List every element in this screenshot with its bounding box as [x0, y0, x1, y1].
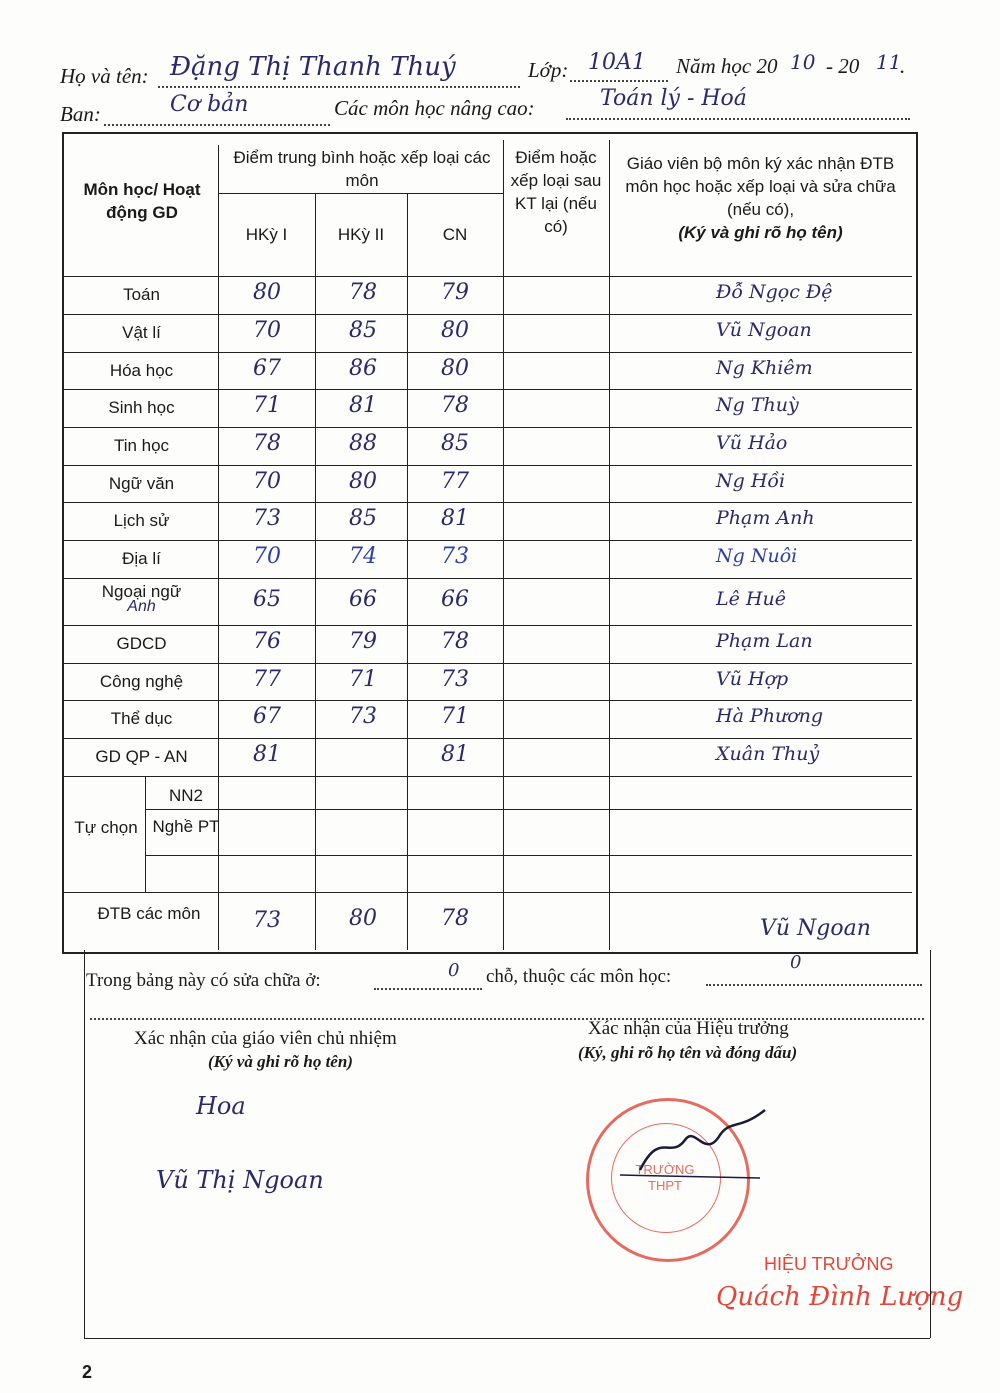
- row-divider: [64, 625, 912, 626]
- score-hk2: 86: [349, 355, 377, 381]
- dtb-teacher-signature: Vũ Ngoan: [760, 916, 871, 941]
- score-cn: 71: [441, 704, 469, 729]
- score-cn: 78: [441, 393, 469, 418]
- ban-label: Ban:: [60, 102, 101, 126]
- score-hk2: 78: [349, 280, 377, 305]
- elective-nghe: Nghề PT: [152, 817, 220, 836]
- score-cn: 77: [441, 468, 469, 494]
- year-to: 11: [876, 50, 902, 74]
- homeroom-note: (Ký và ghi rõ họ tên): [208, 1052, 353, 1071]
- class-value: 10A1: [588, 50, 646, 75]
- row-divider: [64, 276, 912, 277]
- subject-label: Ngoại ngữ: [101, 582, 182, 601]
- row-divider: [64, 540, 912, 541]
- footer-bottom-border: [84, 1338, 930, 1339]
- subject-label: Vật lí: [122, 323, 161, 342]
- score-hk1: 65: [253, 586, 281, 612]
- svg-text:THPT: THPT: [648, 1178, 682, 1193]
- teacher-signature: Vũ Hảo: [716, 432, 788, 454]
- score-hk2: 85: [349, 506, 377, 531]
- teacher-signature: Đỗ Ngọc Đệ: [716, 281, 833, 303]
- footer-left-border: [84, 950, 85, 1338]
- corrections-second-dots: [90, 1018, 924, 1020]
- row-divider: [64, 663, 912, 664]
- score-cn: 66: [441, 586, 469, 612]
- score-hk1: 78: [253, 431, 281, 456]
- col-divider: [407, 193, 408, 950]
- col-divider: [609, 140, 610, 950]
- elective-label: Tự chọn: [74, 818, 138, 837]
- score-hk1: 81: [253, 742, 281, 767]
- subject-label: Sinh học: [108, 398, 175, 417]
- teacher-signature: Ng Thuỳ: [716, 394, 799, 416]
- row-divider: [64, 892, 912, 893]
- class-label: Lớp:: [528, 58, 569, 82]
- row-divider: [64, 465, 912, 466]
- year-from: 10: [790, 50, 816, 74]
- subject-label: Lịch sử: [113, 511, 170, 530]
- score-hk1: 77: [253, 666, 281, 692]
- score-hk2: 71: [349, 666, 377, 692]
- homeroom-signature-mark: Hoa: [196, 1092, 246, 1120]
- ban-value: Cơ bản: [170, 92, 249, 117]
- teacher-signature: Vũ Ngoan: [716, 319, 812, 341]
- score-cn: 80: [441, 355, 469, 381]
- subject-extra: Anh: [127, 598, 156, 615]
- col-retest-header: Điểm hoặc xếp loại sau KT lại (nếu có): [510, 148, 602, 236]
- row-divider: [64, 389, 912, 390]
- col-divider: [503, 140, 504, 950]
- col-teacher-header: Giáo viên bộ môn ký xác nhận ĐTB môn học hoặc xếp loại và sửa chữa (nếu có),: [625, 154, 896, 219]
- score-cn: 79: [441, 280, 469, 305]
- col-hk2-header: HKỳ II: [337, 225, 385, 244]
- col-hk1-header: HKỳ I: [245, 225, 288, 244]
- name-label: Họ và tên:: [60, 64, 149, 88]
- corrections-subject-dots: [706, 984, 922, 986]
- row-divider: [145, 809, 912, 810]
- score-hk1: 71: [253, 393, 281, 418]
- subject-label: Công nghệ: [99, 671, 184, 691]
- principal-role: HIỆU TRƯỞNG: [764, 1254, 894, 1274]
- page-number: 2: [82, 1362, 93, 1382]
- principal-name: Quách Đình Lượng: [716, 1282, 964, 1312]
- teacher-signature: Vũ Hợp: [716, 667, 789, 690]
- subject-label: Hóa học: [109, 360, 174, 380]
- name-dots: [158, 86, 520, 88]
- col-avg-header: Điểm trung bình hoặc xếp loại các môn: [233, 148, 491, 190]
- principal-signature-mark: [600, 1100, 770, 1190]
- row-divider: [64, 776, 912, 777]
- score-hk2: 81: [349, 393, 377, 418]
- score-hk2: 73: [349, 704, 377, 729]
- score-hk1: 70: [253, 468, 281, 494]
- subject-label: Thể dục: [110, 709, 173, 728]
- score-hk1: 70: [253, 318, 281, 343]
- row-divider: [64, 427, 912, 428]
- corrections-middle: chỗ, thuộc các môn học:: [486, 966, 672, 987]
- teacher-signature: Phạm Anh: [716, 507, 815, 529]
- row-divider: [64, 352, 912, 353]
- advanced-dots: [566, 118, 910, 120]
- subject-label: Địa lí: [122, 549, 161, 568]
- score-hk2: 80: [349, 468, 377, 494]
- homeroom-name: Vũ Thị Ngoan: [156, 1166, 324, 1194]
- teacher-signature: Hà Phương: [716, 705, 824, 727]
- score-hk1: 76: [253, 629, 281, 654]
- score-hk1: 73: [253, 506, 281, 531]
- principal-title: Xác nhận của Hiệu trưởng: [588, 1018, 789, 1039]
- score-cn: 78: [441, 629, 469, 654]
- score-hk2: 74: [349, 544, 377, 569]
- teacher-signature: Xuân Thuỷ: [716, 743, 820, 765]
- score-hk1: 67: [253, 704, 281, 729]
- row-divider: [218, 193, 504, 194]
- advanced-label: Các môn học nâng cao:: [334, 96, 535, 120]
- subject-label: Ngữ văn: [108, 473, 175, 493]
- score-hk2: 79: [349, 629, 377, 654]
- teacher-signature: Lê Huê: [716, 587, 786, 610]
- col-subject-header: Môn học/ Hoạt động GD: [83, 180, 201, 222]
- score-hk1: 80: [253, 280, 281, 305]
- row-divider: [64, 738, 912, 739]
- principal-note: (Ký, ghi rõ họ tên và đóng dấu): [578, 1043, 798, 1062]
- teacher-signature: Ng Hồi: [716, 469, 786, 492]
- teacher-signature: Ng Khiêm: [716, 356, 813, 379]
- class-dots: [570, 80, 668, 82]
- row-divider: [64, 700, 912, 701]
- subject-label: Tin học: [113, 436, 170, 455]
- dtb-label: ĐTB các môn: [97, 904, 201, 923]
- corrections-prefix: Trong bảng này có sửa chữa ở:: [86, 970, 321, 991]
- row-divider: [145, 855, 912, 856]
- homeroom-title: Xác nhận của giáo viên chủ nhiệm: [134, 1028, 397, 1049]
- score-cn: 81: [441, 506, 469, 531]
- subject-label: GDCD: [116, 634, 167, 653]
- col-teacher-note: (Ký và ghi rõ họ tên): [678, 223, 843, 242]
- subject-label: Toán: [123, 285, 160, 304]
- score-cn: 85: [441, 431, 469, 456]
- dtb-cn: 78: [441, 906, 469, 931]
- score-hk2: 88: [349, 431, 377, 456]
- footer-right-border: [930, 950, 931, 1338]
- corrections-dots: [374, 988, 482, 990]
- teacher-signature: Ng Nuôi: [716, 545, 798, 567]
- score-hk1: 70: [253, 544, 281, 569]
- score-hk2: 66: [349, 586, 377, 612]
- dtb-hk1: 73: [253, 908, 281, 933]
- advanced-value: Toán lý - Hoá: [600, 86, 747, 111]
- svg-text:TRƯỜNG: TRƯỜNG: [635, 1162, 695, 1177]
- year-end: .: [900, 54, 906, 78]
- score-cn: 81: [441, 742, 469, 767]
- score-hk1: 67: [253, 355, 281, 381]
- score-cn: 73: [441, 544, 469, 569]
- col-cn-header: CN: [442, 225, 468, 244]
- score-cn: 73: [441, 666, 469, 692]
- row-divider: [64, 578, 912, 579]
- corrections-subjects: 0: [790, 952, 802, 973]
- ban-dots: [104, 124, 330, 126]
- col-divider: [315, 193, 316, 950]
- score-cn: 80: [441, 318, 469, 343]
- row-divider: [64, 314, 912, 315]
- dtb-hk2: 80: [349, 906, 377, 931]
- score-hk2: 85: [349, 318, 377, 343]
- elective-nn2: NN2: [168, 786, 203, 805]
- subject-label: GD QP - AN: [95, 747, 188, 766]
- year-label: Năm học 20: [676, 54, 778, 78]
- row-divider: [64, 502, 912, 503]
- year-sep: - 20: [826, 54, 860, 78]
- corrections-count: 0: [448, 960, 460, 981]
- student-name: Đặng Thị Thanh Thuý: [170, 52, 456, 82]
- teacher-signature: Phạm Lan: [716, 630, 813, 652]
